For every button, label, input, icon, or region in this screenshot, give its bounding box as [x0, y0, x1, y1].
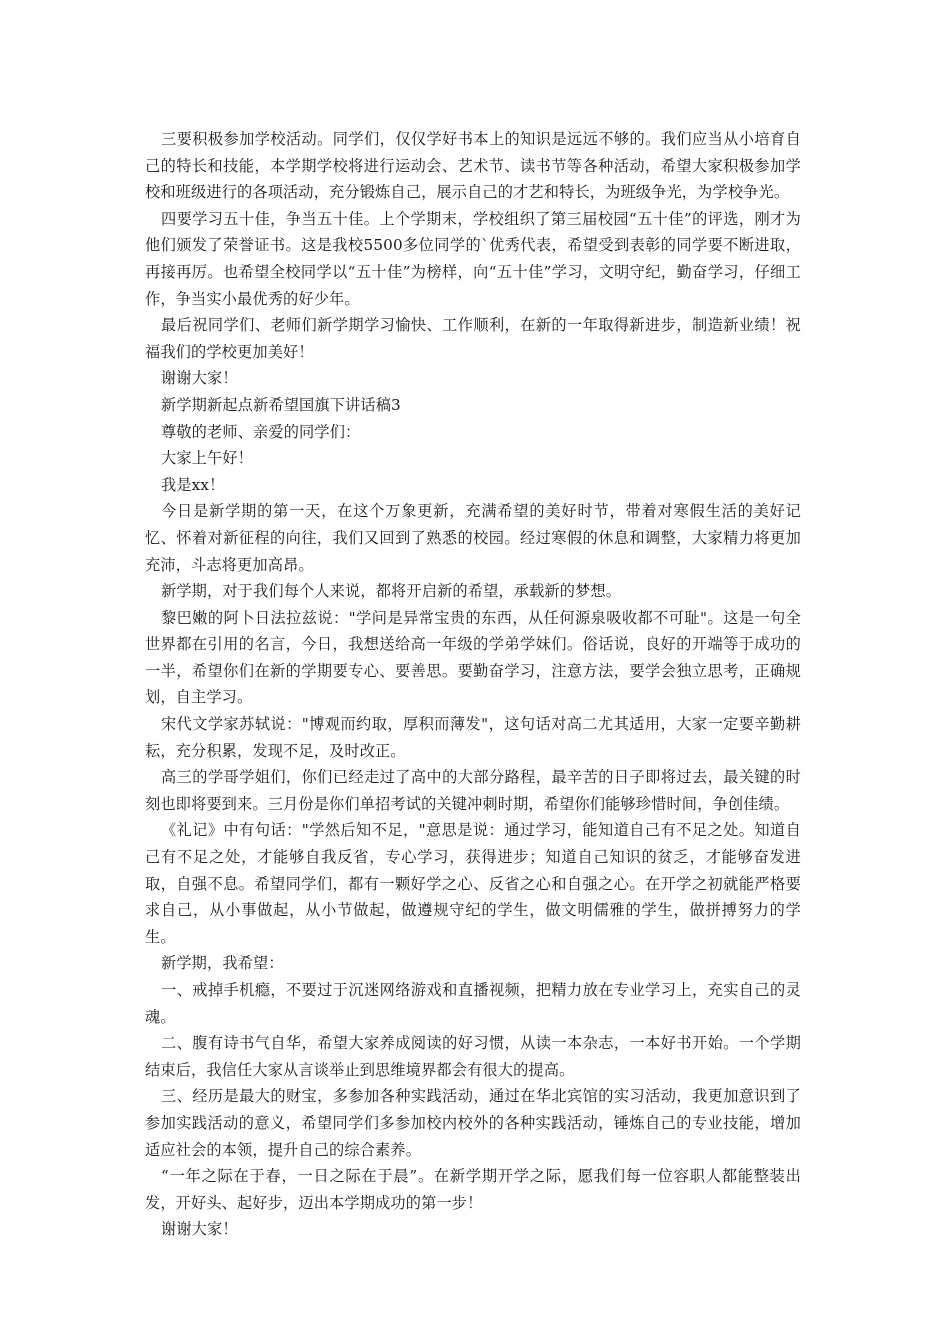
- paragraph-my-hopes: 新学期，我希望：: [161, 954, 284, 973]
- paragraph-self-intro: 我是xx！: [161, 475, 225, 494]
- paragraph-activities: 三要积极参加学校活动。同学们，仅仅学好书本上的知识是远远不够的。我们应当从小培育自己的特长和技能，本学期学校将进行运动会、艺术节、读书节等各种活动，希望大家积极参加学校和班级进行的各项活动，充分锻炼自己，展示自己的才艺和特长，为班级争光，为学校争光。: [145, 130, 801, 202]
- list-item-1: 一、戒掉手机瘾，不要过于沉迷网络游戏和直播视频，把精力放在专业学习上，充实自己的灵魂。: [145, 981, 801, 1026]
- paragraph-first-day: 今日是新学期的第一天，在这个万象更新，充满希望的美好时节，带着对寒假生活的美好记忆、怀着对新征程的向往，我们又回到了熟悉的校园。经过寒假的休息和调整，大家精力将更加充沛，斗志将更加高昂。: [145, 502, 801, 574]
- document-body: [145, 126, 801, 1243]
- paragraph-blessing: 最后祝同学们、老师们新学期学习愉快、工作顺利，在新的一年取得新进步，制造新业绩！祝福我们的学校更加美好！: [145, 316, 801, 361]
- paragraph-spring: “一年之际在于春，一日之际在于晨”。在新学期开学之际，愿我们每一位容职人都能整装出发，开好头、起好步，迈出本学期成功的第一步！: [145, 1167, 801, 1212]
- paragraph-quote-grade-2: 宋代文学家苏轼说："博观而约取，厚积而薄发"，这句话对高二尤其适用，大家一定要辛勤耕耘，充分积累，发现不足，及时改正。: [145, 715, 801, 760]
- list-item-2: 二、腹有诗书气自华，希望大家养成阅读的好习惯，从读一本杂志，一本好书开始。一个学期结束后，我信任大家从言谈举止到思维境界都会有很大的提高。: [145, 1034, 801, 1079]
- paragraph-liji: 《礼记》中有句话："学然后知不足，"意思是说：通过学习，能知道自己有不足之处。知道自己有不足之处，才能够自我反省，专心学习，获得进步；知道自己知识的贫乏，才能够奋发进取，自强不息。希望同学们，都有一颗好学之心、反省之心和自强之心。在开学之初就能严格要求自己，从小事做起，从小节做起，做遵规守纪的学生，做文明儒雅的学生，做拼搏努力的学生。: [145, 821, 801, 946]
- paragraph-quote-grade-1: 黎巴嫩的阿卜日法拉兹说："学问是异常宝贵的东西，从任何源泉吸收都不可耻"。这是一句全世界都在引用的名言，今日，我想送给高一年级的学弟学妹们。俗话说，良好的开端等于成功的一半，希望你们在新的学期要专心、要善思。要勤奋学习，注意方法，要学会独立思考，正确规划，自主学习。: [145, 608, 801, 707]
- paragraph-thanks-1: 谢谢大家！: [161, 369, 238, 388]
- paragraph-thanks-2: 谢谢大家！: [161, 1220, 238, 1239]
- speech-title-3: 新学期新起点新希望国旗下讲话稿3: [161, 395, 401, 414]
- paragraph-fifty-best: 四要学习五十佳，争当五十佳。上个学期末，学校组织了第三届校园“五十佳”的评选，刚才为他们颁发了荣誉证书。这是我校5500多位同学的`优秀代表，希望受到表彰的同学要不断进取，再接再厉。也希望全校同学以“五十佳”为榜样，向“五十佳”学习，文明守纪，勤奋学习，仔细工作，争当实小最优秀的好少年。: [145, 209, 801, 308]
- paragraph-new-hope: 新学期，对于我们每个人来说，都将开启新的希望，承载新的梦想。: [161, 582, 622, 601]
- paragraph-salutation: 尊敬的老师、亲爱的同学们：: [161, 422, 361, 441]
- paragraph-greeting: 大家上午好！: [161, 449, 254, 468]
- paragraph-grade-3: 高三的学哥学姐们，你们已经走过了高中的大部分路程，最辛苦的日子即将过去，最关键的时刻也即将要到来。三月份是你们单招考试的关键冲刺时期，希望你们能够珍惜时间，争创佳绩。: [145, 768, 801, 813]
- list-item-3: 三、经历是最大的财宝，多参加各种实践活动，通过在华北宾馆的实习活动，我更加意识到了参加实践活动的意义，希望同学们多参加校内校外的各种实践活动，锤炼自己的专业技能，增加适应社会的本领，提升自己的综合素养。: [145, 1087, 801, 1159]
